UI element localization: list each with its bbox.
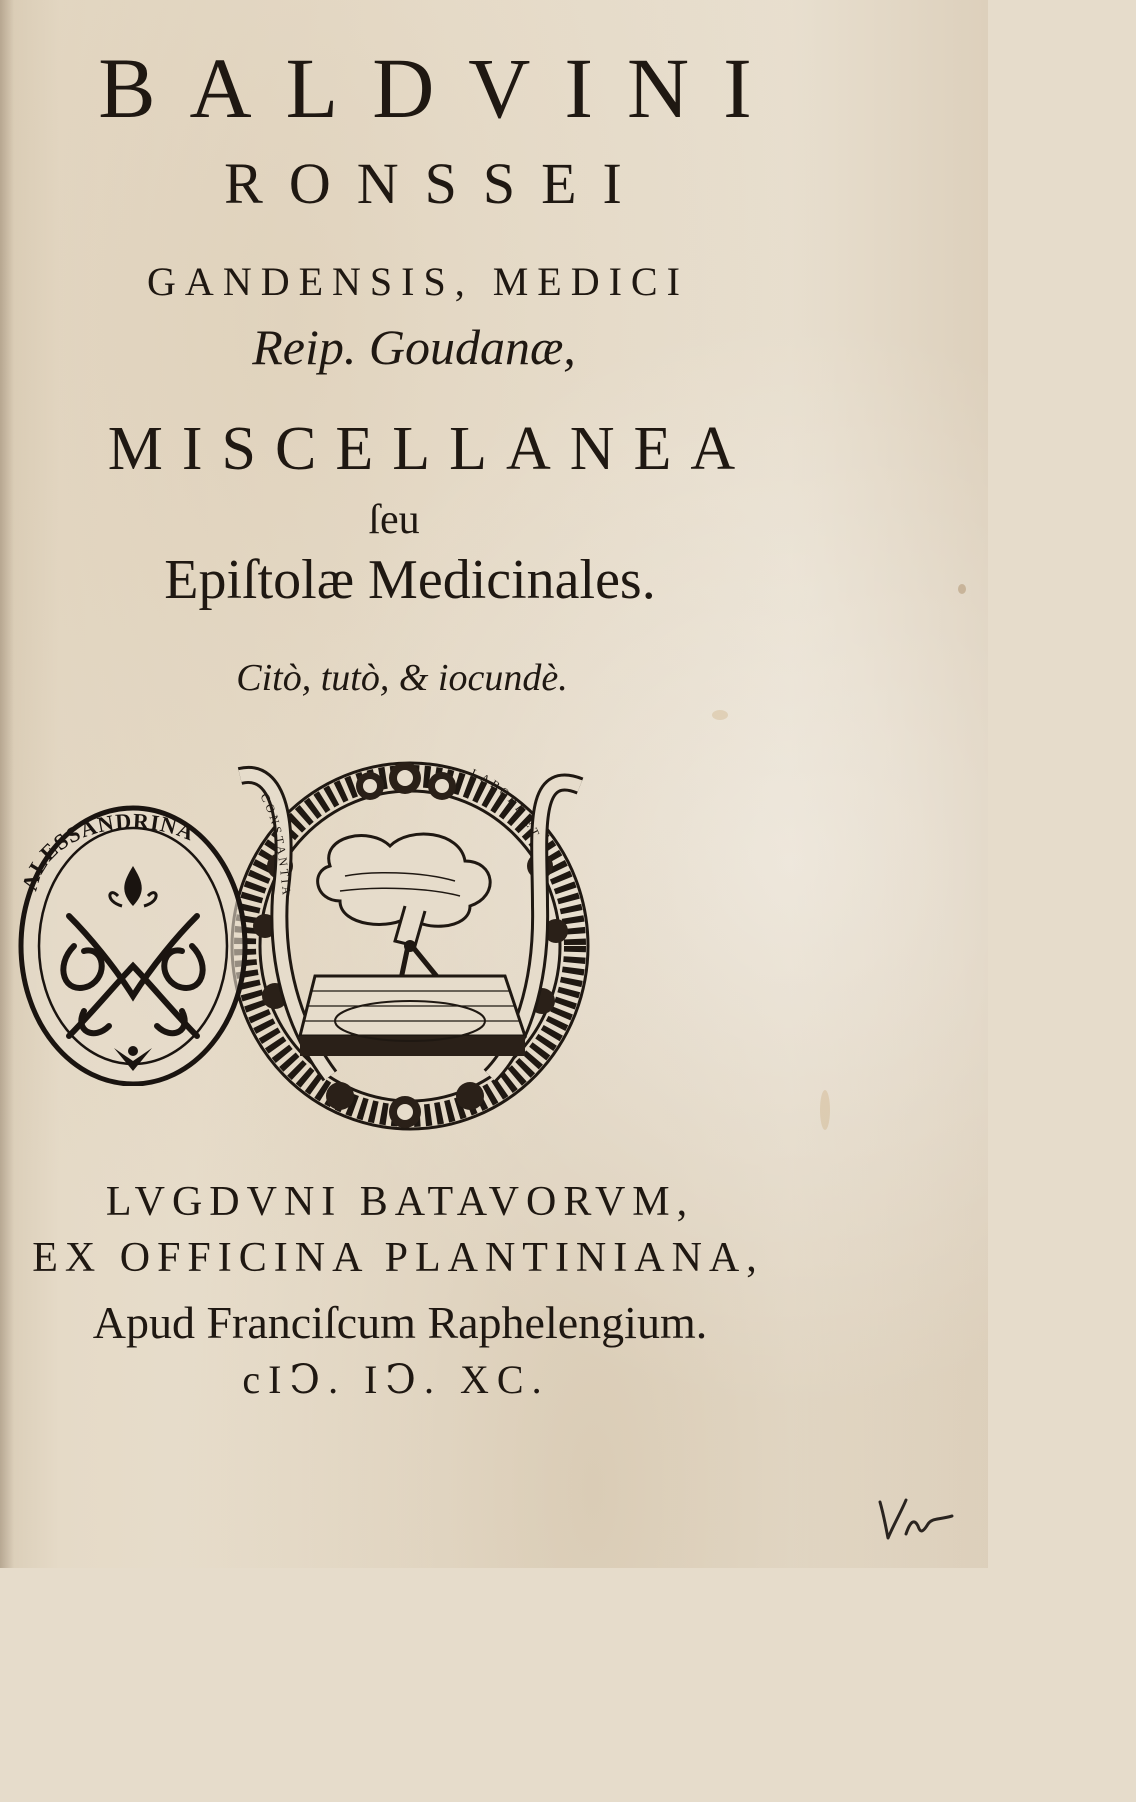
book-title: MISCELLANEA bbox=[107, 415, 755, 483]
foxing-spot bbox=[712, 710, 728, 720]
book-subtitle: Epiſtolæ Medicinales. bbox=[164, 549, 656, 611]
banner-motto-left: CONSTANTIA bbox=[257, 790, 294, 899]
author-office: Reip. Goudanæ, bbox=[252, 319, 576, 375]
library-stamp bbox=[14, 786, 252, 1086]
foxing-spot bbox=[958, 584, 966, 594]
imprint-year: cIↃ. IↃ. XC. bbox=[242, 1357, 550, 1402]
author-origin: GANDENSIS, MEDICI bbox=[147, 259, 689, 304]
banner-motto-right: LABORE ET bbox=[468, 765, 544, 842]
svg-text:LABORE ET bbox=[469, 766, 544, 841]
imprint-office: EX OFFICINA PLANTINIANA, bbox=[32, 1235, 764, 1281]
motto: Citò, tutò, & iocundè. bbox=[236, 657, 568, 699]
stamp-inscription: ALESSANDRINA bbox=[16, 808, 199, 894]
book-title-conjunction: ſeu bbox=[368, 497, 420, 543]
imprint-printer: Apud Franciſcum Raphelengium. bbox=[92, 1297, 708, 1348]
printer-device-compass-emblem bbox=[220, 756, 600, 1146]
author-surname: RONSSEI bbox=[224, 151, 648, 216]
handwritten-note bbox=[872, 1494, 962, 1544]
foxing-spot bbox=[820, 1090, 830, 1130]
imprint-place: LVGDVNI BATAVORVM, bbox=[105, 1179, 695, 1225]
author-first-name: BALDVINI bbox=[98, 40, 786, 136]
